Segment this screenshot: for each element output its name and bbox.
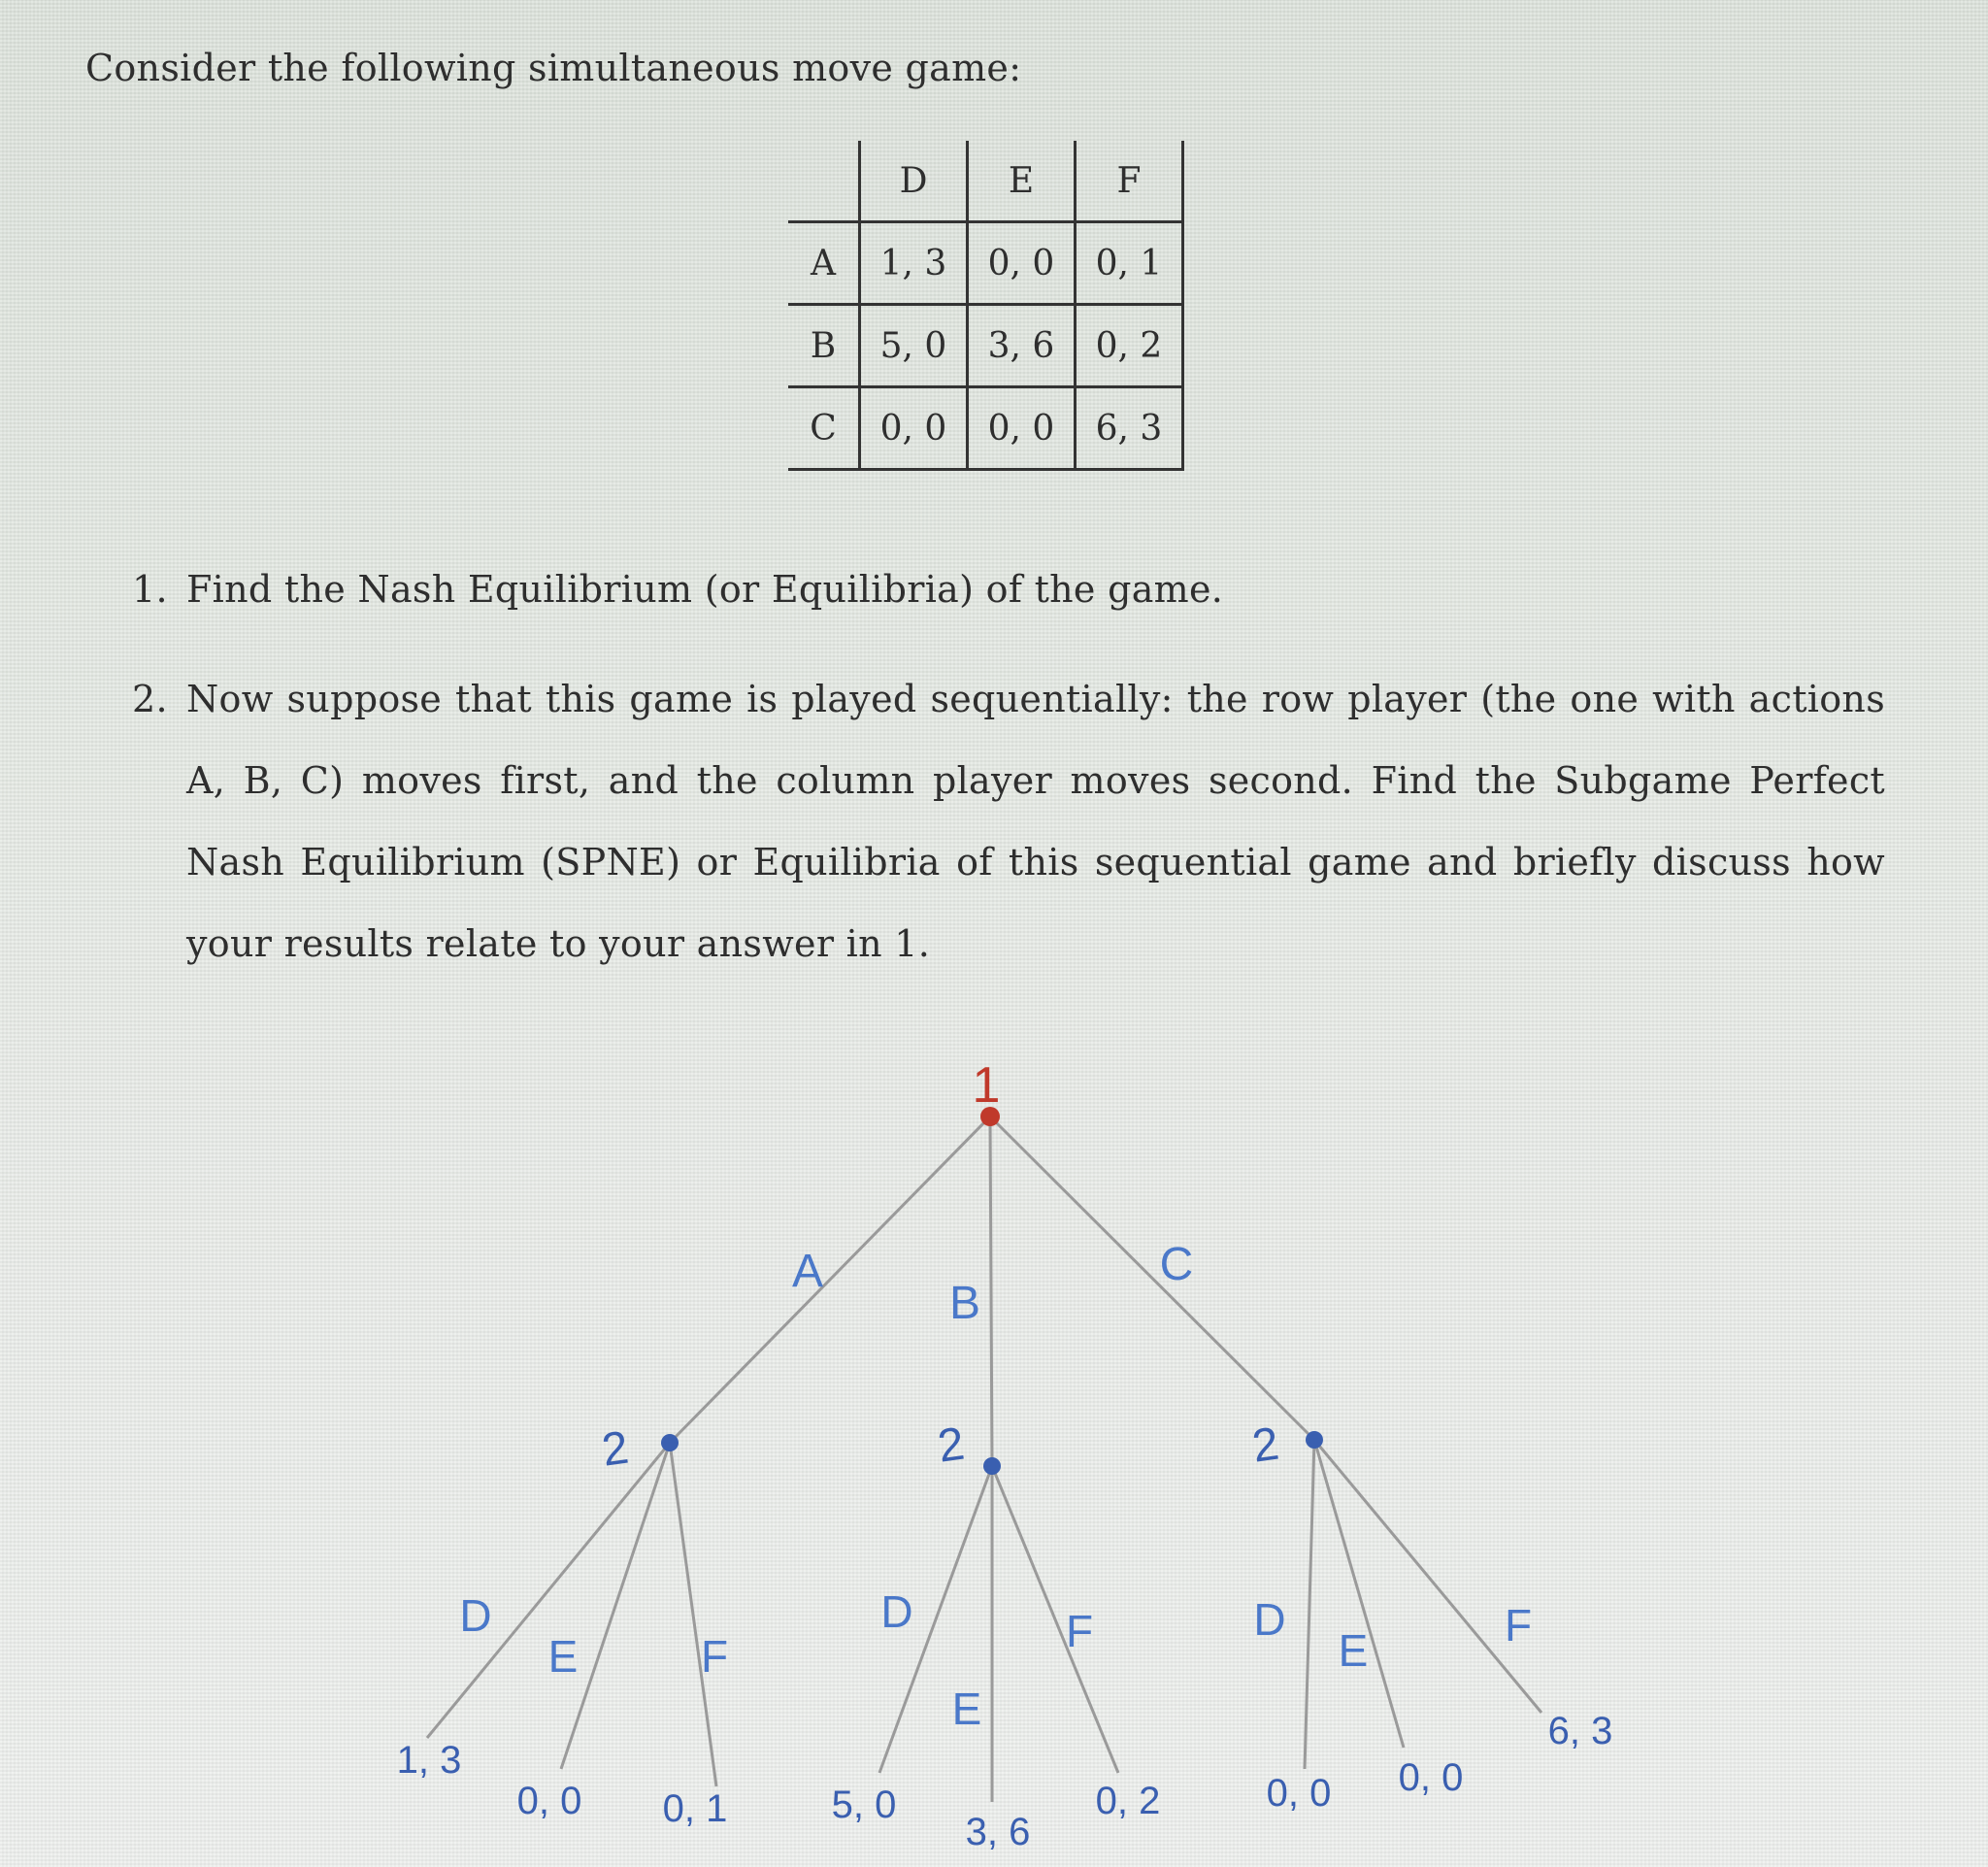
edge-c-e [1314,1440,1404,1748]
player-2-node-b [983,1457,1001,1475]
action-label-c: C [1159,1239,1194,1290]
payoff-leaf: 1, 3 [396,1739,462,1782]
edge-c-d [1305,1440,1314,1769]
action-label-a: A [791,1246,824,1297]
player-2-label: 2 [934,1417,968,1473]
row-header-a: A [788,222,860,305]
payoff-cell: 6, 3 [1076,387,1183,470]
row-header-c: C [788,387,860,470]
player-2-label: 2 [598,1421,632,1477]
edge-b [990,1117,992,1466]
payoff-cell: 0, 2 [1076,305,1183,387]
edge-a-e [561,1443,670,1769]
action-label-d: D [880,1586,913,1637]
payoff-cell: 5, 0 [860,305,968,387]
action-label-b: B [948,1278,981,1329]
action-label-e: E [1338,1625,1369,1676]
intro-text: Consider the following simultaneous move game: [85,47,1022,89]
root-player-label: 1 [972,1057,1001,1114]
action-label-f: F [1065,1606,1094,1656]
question-number: 2. [132,678,168,720]
payoff-cell: 3, 6 [968,305,1076,387]
edge-c [990,1117,1314,1440]
edge-a-f [670,1443,716,1786]
tree-edges [427,1117,1541,1802]
col-header-f: F [1076,141,1183,222]
payoff-leaf: 0, 0 [1398,1756,1464,1799]
payoff-cell: 0, 1 [1076,222,1183,305]
action-label-f: F [1504,1600,1533,1650]
action-label-e: E [951,1684,982,1734]
player-2-node-a [661,1434,679,1451]
question-number: 1. [132,568,168,611]
question-text: Find the Nash Equilibrium (or Equilibria) of the game. [186,568,1224,611]
edge-b-f [992,1466,1118,1773]
action-label-d: D [1253,1594,1286,1645]
player-2-node-c [1306,1431,1323,1449]
payoff-leaf: 0, 2 [1095,1780,1161,1822]
payoff-leaf: 0, 0 [516,1780,582,1822]
action-label-d: D [459,1590,492,1641]
payoff-leaf: 3, 6 [965,1811,1031,1853]
col-header-e: E [968,141,1076,222]
payoff-leaf: 6, 3 [1547,1710,1613,1752]
payoff-cell: 0, 0 [968,387,1076,470]
payoff-leaf: 0, 0 [1266,1772,1332,1815]
question-text: Now suppose that this game is played sequentially: the row player (the one with actions A, B, C) moves first, and the column player moves second. Find the Subgame Perfect Nash Equilibrium (SPNE) or Equilibria of this sequential game and briefly discuss how your results relate to your answer in 1. [186,678,1885,965]
action-label-e: E [547,1631,579,1682]
payoff-cell: 0, 0 [860,387,968,470]
action-label-f: F [700,1631,729,1682]
payoff-leaf: 5, 0 [831,1784,897,1826]
payoff-leaf: 0, 1 [662,1787,728,1830]
payoff-cell: 0, 0 [968,222,1076,305]
row-header-b: B [788,305,860,387]
col-header-d: D [860,141,968,222]
edge-a [670,1117,990,1443]
player-2-label: 2 [1248,1417,1282,1473]
payoff-cell: 1, 3 [860,222,968,305]
